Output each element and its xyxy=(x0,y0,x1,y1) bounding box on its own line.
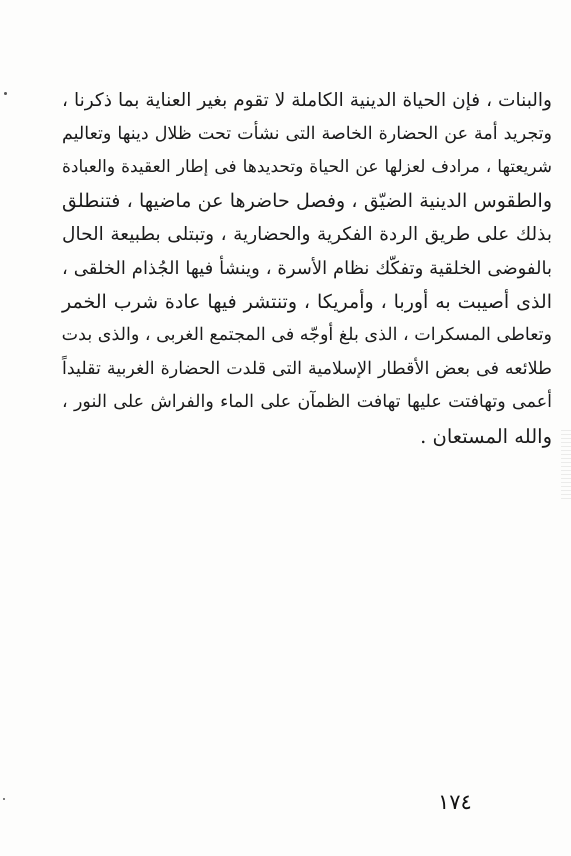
text-line: بالفوضى الخلقية وتفكّك نظام الأسرة ، وينشأ فيها الجُذام الخلقى ، xyxy=(62,257,552,279)
text-line: أعمى وتهافتت عليها تهافت الظمآن على الماء والفراش على النور ، xyxy=(62,392,552,413)
text-line: والبنات ، فإن الحياة الدينية الكاملة لا تقوم بغير العناية بما ذكرنا ، xyxy=(62,90,552,111)
text-line: الذى أصيبت به أوربا ، وأمريكا ، وتنتشر فيها عادة شرب الخمر xyxy=(62,290,552,313)
page-number: ١٧٤ xyxy=(438,790,472,814)
text-line: طلائعه فى بعض الأقطار الإسلامية التى قلدت الحضارة الغربية تقليداً xyxy=(62,358,552,379)
text-line: بذلك على طريق الردة الفكرية والحضارية ، وتبتلى بطبيعة الحال xyxy=(62,224,552,246)
page-edge-noise xyxy=(561,430,571,500)
text-line: والله المستعان . xyxy=(420,424,552,448)
print-speck xyxy=(4,92,7,95)
print-speck xyxy=(3,798,5,800)
text-line: والطقوس الدينية الضيّق ، وفصل حاضرها عن ماضيها ، فتنطلق xyxy=(62,189,552,212)
body-paragraph xyxy=(62,84,552,454)
text-line: وتجريد أمة عن الحضارة الخاصة التى نشأت تحت ظلال دينها وتعاليم xyxy=(62,123,552,144)
text-line: شريعتها ، مرادف لعزلها عن الحياة وتحديدها فى إطار العقيدة والعبادة xyxy=(62,157,552,178)
text-line: وتعاطى المسكرات ، الذى بلغ أوجّه فى المجتمع الغربى ، والذى بدت xyxy=(61,325,552,346)
